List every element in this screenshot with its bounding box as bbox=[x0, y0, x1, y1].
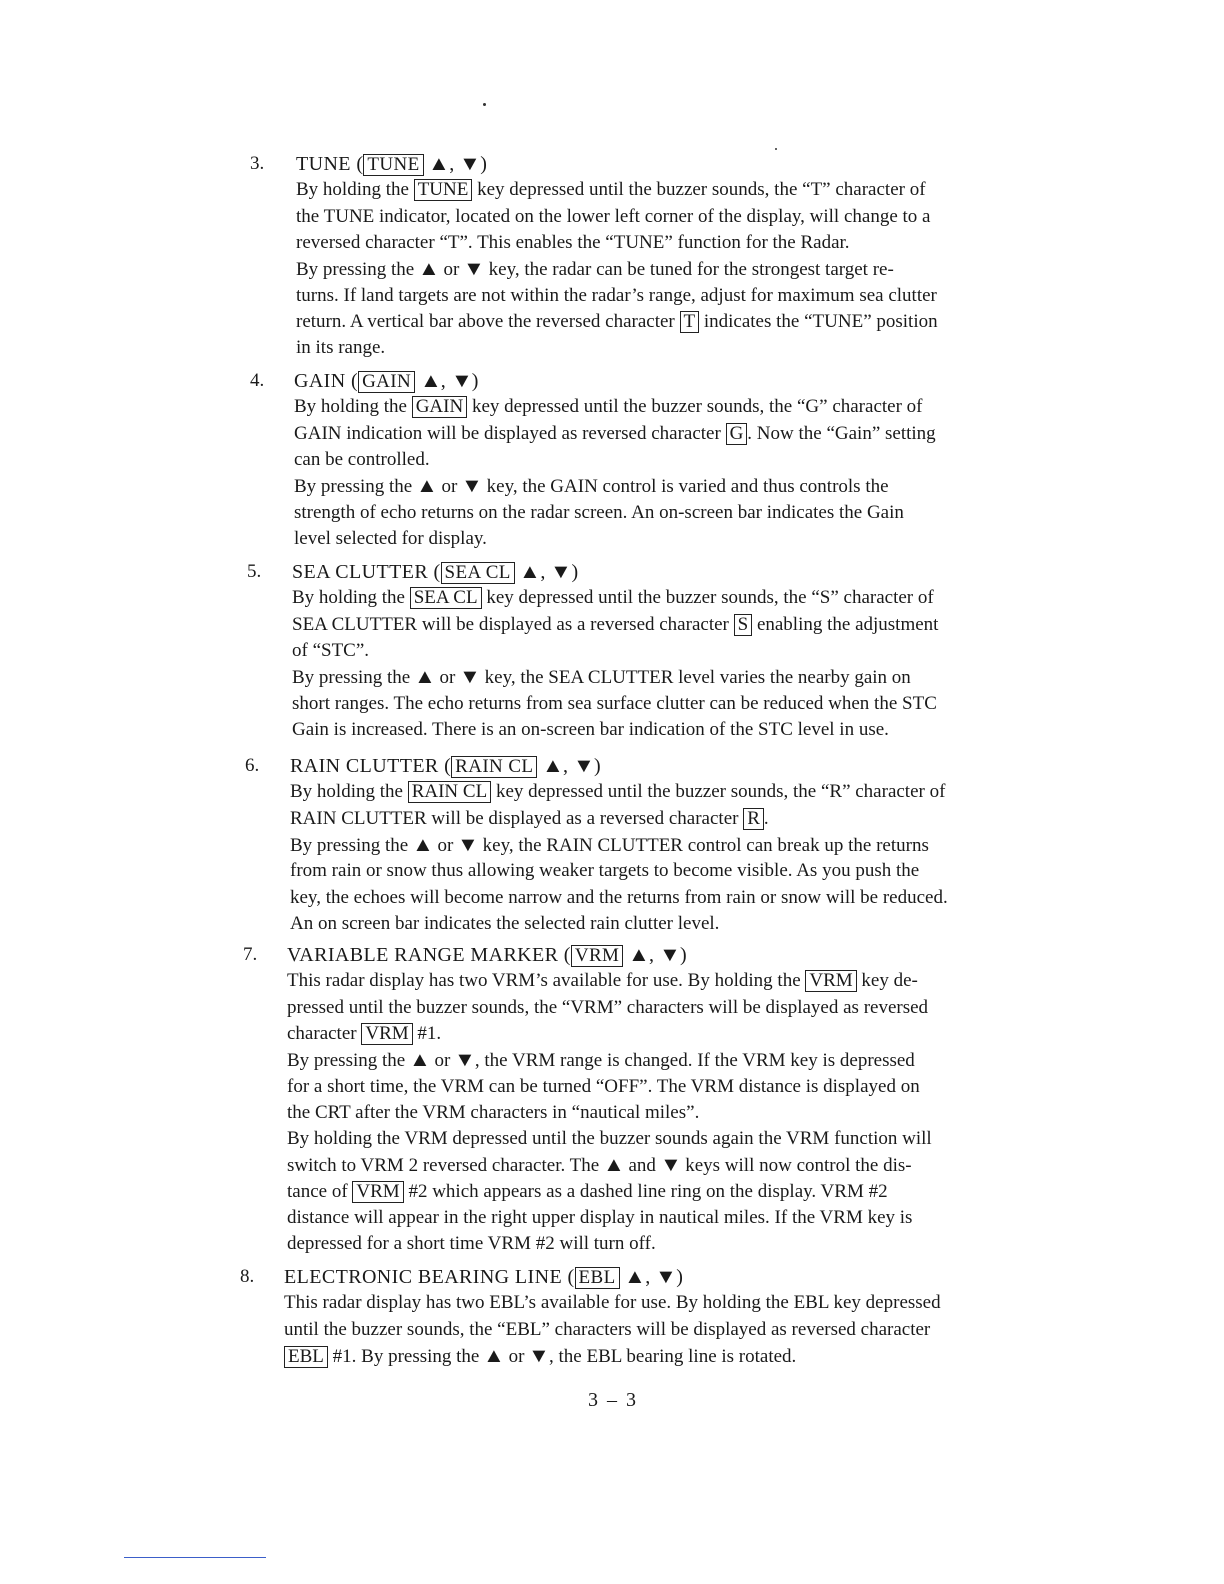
body-line bbox=[294, 526, 487, 552]
body-text: By pressing the bbox=[292, 667, 415, 689]
body-line bbox=[287, 1047, 915, 1074]
up-arrow-icon: ▲ bbox=[408, 1049, 431, 1072]
up-arrow-icon: ▲ bbox=[624, 1266, 647, 1288]
section-heading: GAIN ( GAIN ▲, ▼) bbox=[294, 370, 479, 392]
body-line bbox=[296, 177, 926, 203]
body-text: enabling the adjustment bbox=[752, 613, 939, 635]
page-number: 3 – 3 bbox=[588, 1389, 638, 1411]
section-heading: SEA CLUTTER ( SEA CL ▲, ▼) bbox=[292, 561, 579, 583]
body-line bbox=[284, 1317, 930, 1343]
body-text: By holding the bbox=[294, 396, 412, 418]
body-line bbox=[290, 911, 719, 937]
body-text: reversed character “T”. This enables the “TUNE” function for the Radar. bbox=[296, 231, 850, 253]
up-arrow-icon: ▲ bbox=[415, 475, 438, 498]
body-text: can be controlled. bbox=[294, 448, 430, 470]
down-arrow-icon: ▼ bbox=[454, 1049, 476, 1072]
body-text: key, the SEA CLUTTER level varies the nearby gain on bbox=[479, 667, 911, 689]
body-text: By holding the bbox=[290, 781, 408, 803]
body-text: indicates the “TUNE” position bbox=[699, 310, 938, 332]
body-line bbox=[292, 717, 889, 743]
body-line bbox=[284, 1290, 941, 1316]
up-arrow-icon: ▲ bbox=[428, 153, 451, 175]
body-line bbox=[290, 832, 929, 859]
body-line bbox=[290, 858, 919, 884]
up-arrow-icon: ▲ bbox=[411, 833, 434, 856]
body-text: the CRT after the VRM characters in “nautical miles”. bbox=[287, 1101, 700, 1123]
key-label: R bbox=[743, 808, 764, 830]
body-text: An on screen bar indicates the selected rain clutter level. bbox=[290, 912, 720, 934]
body-text: key de- bbox=[856, 970, 918, 992]
body-line bbox=[287, 1231, 656, 1257]
section-heading: TUNE ( TUNE ▲, ▼) bbox=[296, 153, 488, 175]
body-line bbox=[287, 1021, 441, 1047]
body-text: until the buzzer sounds, the “EBL” characters will be displayed as reversed character bbox=[284, 1318, 931, 1340]
body-text: switch to VRM 2 reversed character. The bbox=[287, 1155, 604, 1177]
section-number: 5. bbox=[247, 561, 262, 582]
body-text: key depressed until the buzzer sounds, the “S” character of bbox=[481, 587, 934, 609]
up-arrow-icon: ▲ bbox=[627, 944, 650, 966]
body-text: tance of bbox=[287, 1180, 353, 1202]
key-label: SEA CL bbox=[410, 587, 482, 609]
body-text: short ranges. The echo returns from sea surface clutter can be reduced when the STC bbox=[292, 692, 937, 714]
body-text: from rain or snow thus allowing weaker targets to become visible. As you push the bbox=[290, 860, 920, 882]
key-label: RAIN CL bbox=[408, 781, 491, 803]
body-line bbox=[287, 1205, 912, 1231]
body-text: GAIN indication will be displayed as reversed character bbox=[294, 422, 726, 444]
body-text: depressed for a short time VRM #2 will turn off. bbox=[287, 1233, 656, 1255]
key-label: S bbox=[734, 614, 753, 636]
body-text: character bbox=[287, 1022, 362, 1044]
body-text: or bbox=[436, 476, 463, 498]
body-text: or bbox=[434, 667, 461, 689]
body-line bbox=[296, 283, 937, 309]
body-text: level selected for display. bbox=[294, 527, 487, 549]
body-text: key, the RAIN CLUTTER control can break up the returns bbox=[477, 834, 929, 856]
body-line bbox=[292, 664, 911, 691]
body-line bbox=[287, 995, 928, 1021]
body-text: for a short time, the VRM can be turned “OFF”. The VRM distance is displayed on bbox=[287, 1075, 920, 1097]
body-text: return. A vertical bar above the reversed character bbox=[296, 310, 680, 332]
body-text: strength of echo returns on the radar screen. An on-screen bar indicates the Gain bbox=[294, 501, 904, 523]
key-label: VRM bbox=[571, 945, 624, 967]
body-text: turns. If land targets are not within the radar’s range, adjust for maximum sea clutter bbox=[296, 284, 937, 306]
body-text: key depressed until the buzzer sounds, the “R” character of bbox=[491, 781, 946, 803]
down-arrow-icon: ▼ bbox=[658, 944, 681, 966]
key-label: TUNE bbox=[363, 154, 423, 176]
down-arrow-icon: ▼ bbox=[463, 258, 485, 281]
down-arrow-icon: ▼ bbox=[550, 561, 573, 583]
key-label: GAIN bbox=[412, 396, 468, 418]
key-label: GAIN bbox=[358, 371, 415, 393]
up-arrow-icon: ▲ bbox=[483, 1344, 505, 1367]
down-arrow-icon: ▼ bbox=[572, 755, 596, 777]
body-text: distance will appear in the right upper display in nautical miles. If the VRM key is bbox=[287, 1207, 913, 1228]
body-text: key, the GAIN control is varied and thus controls the bbox=[481, 476, 889, 498]
body-text: in its range. bbox=[296, 337, 386, 359]
body-text: key, the radar can be tuned for the strongest target re- bbox=[483, 259, 894, 281]
body-line bbox=[296, 230, 850, 256]
down-arrow-icon: ▼ bbox=[457, 833, 479, 856]
section-number: 4. bbox=[250, 370, 265, 391]
key-label: VRM bbox=[352, 1181, 403, 1203]
section-heading: RAIN CLUTTER ( RAIN CL ▲, ▼) bbox=[290, 755, 602, 777]
key-label: VRM bbox=[361, 1023, 412, 1045]
key-label: G bbox=[726, 423, 748, 445]
heading-text: RAIN CLUTTER ( bbox=[290, 755, 452, 777]
key-label: EBL bbox=[575, 1267, 620, 1289]
body-line bbox=[296, 204, 930, 230]
key-label: RAIN CL bbox=[451, 756, 537, 778]
body-line bbox=[296, 309, 938, 335]
body-line bbox=[296, 256, 894, 283]
footnote-rule bbox=[124, 1557, 266, 1558]
key-label: VRM bbox=[805, 970, 856, 992]
body-line bbox=[292, 612, 938, 638]
section-number: 8. bbox=[240, 1266, 255, 1287]
section-number: 6. bbox=[245, 755, 260, 776]
body-line bbox=[287, 1074, 920, 1100]
body-text: Gain is increased. There is an on-screen bar indication of the STC level in use. bbox=[292, 718, 889, 740]
body-text: By holding the bbox=[296, 179, 414, 201]
body-text: or bbox=[432, 834, 459, 856]
down-arrow-icon: ▼ bbox=[450, 370, 473, 392]
body-text: the TUNE indicator, located on the lower left corner of the display, will change to a bbox=[296, 205, 931, 227]
down-arrow-icon: ▼ bbox=[655, 1266, 678, 1288]
up-arrow-icon: ▲ bbox=[419, 370, 442, 392]
body-line bbox=[292, 585, 934, 611]
body-text: key depressed until the buzzer sounds, the “T” character of bbox=[472, 179, 926, 201]
body-text: #1. bbox=[412, 1022, 442, 1044]
body-text: or bbox=[429, 1050, 456, 1072]
body-text: By pressing the bbox=[290, 834, 413, 856]
body-line bbox=[290, 885, 948, 911]
body-text: . Now the “Gain” setting bbox=[747, 422, 936, 444]
body-line bbox=[294, 421, 936, 447]
section-number: 3. bbox=[250, 153, 265, 174]
body-line bbox=[287, 1152, 912, 1179]
up-arrow-icon: ▲ bbox=[602, 1154, 625, 1177]
section-heading: VARIABLE RANGE MARKER ( VRM ▲, ▼) bbox=[287, 944, 688, 966]
body-text: By pressing the bbox=[287, 1050, 410, 1072]
body-text: #2 which appears as a dashed line ring on the display. VRM #2 bbox=[403, 1180, 888, 1202]
body-text: #1. By pressing the bbox=[327, 1345, 485, 1367]
body-line bbox=[294, 473, 889, 500]
body-line bbox=[296, 335, 385, 361]
body-line bbox=[287, 1126, 932, 1152]
body-text: key depressed until the buzzer sounds, the “G” character of bbox=[467, 396, 923, 418]
down-arrow-icon: ▼ bbox=[528, 1344, 551, 1367]
section-heading: ELECTRONIC BEARING LINE ( EBL ▲, ▼) bbox=[284, 1266, 684, 1288]
body-line bbox=[287, 1179, 888, 1205]
body-line bbox=[287, 1100, 699, 1126]
body-text: This radar display has two VRM’s available for use. By holding the bbox=[287, 970, 806, 992]
up-arrow-icon: ▲ bbox=[519, 561, 542, 583]
scan-speck bbox=[483, 103, 486, 106]
body-text: By pressing the bbox=[296, 259, 419, 281]
key-label: TUNE bbox=[414, 179, 473, 201]
body-line bbox=[290, 806, 769, 832]
body-text: This radar display has two EBL’s available for use. By holding the EBL key depressed bbox=[284, 1292, 941, 1314]
body-text: pressed until the buzzer sounds, the “VRM” characters will be displayed as reversed bbox=[287, 996, 929, 1018]
heading-text: TUNE ( bbox=[296, 153, 364, 175]
down-arrow-icon: ▼ bbox=[461, 475, 483, 498]
key-label: T bbox=[680, 311, 700, 333]
heading-text: GAIN ( bbox=[294, 370, 359, 392]
down-arrow-icon: ▼ bbox=[459, 153, 482, 175]
section-number: 7. bbox=[243, 944, 258, 965]
body-line bbox=[287, 968, 918, 994]
body-line bbox=[294, 447, 430, 473]
body-line bbox=[292, 691, 937, 717]
body-text: of “STC”. bbox=[292, 639, 370, 661]
down-arrow-icon: ▼ bbox=[659, 1154, 682, 1177]
scan-speck bbox=[775, 148, 777, 150]
body-line bbox=[290, 779, 945, 805]
body-text: By holding the VRM depressed until the buzzer sounds again the VRM function will bbox=[287, 1128, 932, 1150]
up-arrow-icon: ▲ bbox=[413, 666, 436, 689]
heading-text: SEA CLUTTER ( bbox=[292, 561, 441, 583]
body-text: or bbox=[503, 1345, 530, 1367]
key-label: SEA CL bbox=[441, 562, 515, 584]
body-text: By pressing the bbox=[294, 476, 417, 498]
heading-text: ELECTRONIC BEARING LINE ( bbox=[284, 1266, 575, 1288]
key-label: EBL bbox=[284, 1346, 328, 1368]
body-text: , the VRM range is changed. If the VRM key is depressed bbox=[474, 1050, 915, 1072]
body-text: . bbox=[763, 807, 769, 829]
body-line bbox=[292, 638, 369, 664]
heading-text: VARIABLE RANGE MARKER ( bbox=[287, 944, 571, 966]
body-line bbox=[294, 500, 904, 526]
body-text: , the EBL bearing line is rotated. bbox=[549, 1345, 797, 1367]
up-arrow-icon: ▲ bbox=[541, 755, 565, 777]
down-arrow-icon: ▼ bbox=[459, 666, 481, 689]
body-line bbox=[294, 394, 923, 420]
body-text: and bbox=[623, 1155, 661, 1177]
body-text: SEA CLUTTER will be displayed as a reversed character bbox=[292, 613, 734, 635]
body-text: keys will now control the dis- bbox=[680, 1155, 912, 1177]
body-text: or bbox=[438, 259, 465, 281]
up-arrow-icon: ▲ bbox=[417, 258, 440, 281]
body-text: key, the echoes will become narrow and the returns from rain or snow will be reduced. bbox=[290, 886, 948, 908]
body-text: By holding the bbox=[292, 587, 410, 609]
body-line bbox=[284, 1343, 796, 1370]
body-text: RAIN CLUTTER will be displayed as a reversed character bbox=[290, 807, 744, 829]
